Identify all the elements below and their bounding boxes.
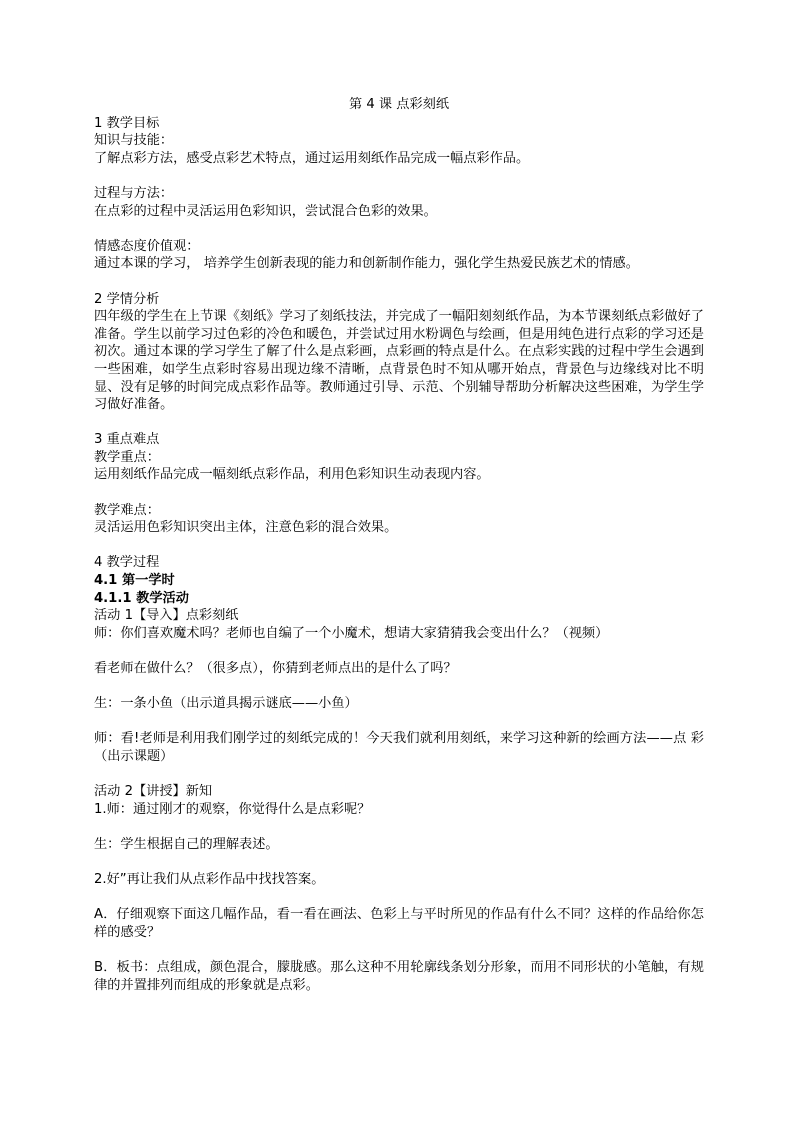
subheading-lesson: 4.1 第一学时 <box>94 573 175 589</box>
section-heading-keypoints: 3 重点难点 <box>94 432 160 448</box>
activity-1-text-1: 师：你们喜欢魔术吗？老师也自编了一个小魔术，想请大家猜猜我会变出什么？（视频） <box>94 625 609 641</box>
key-text: 运用刻纸作品完成一幅刻纸点彩作品，利用色彩知识生动表现内容。 <box>94 467 490 483</box>
key-label: 教学重点： <box>94 449 160 465</box>
process-text: 在点彩的过程中灵活运用色彩知识，尝试混合色彩的效果。 <box>94 203 437 219</box>
knowledge-text: 了解点彩方法，感受点彩艺术特点，通过运用刻纸作品完成一幅点彩作品。 <box>94 150 530 166</box>
activity-2-item-b: B．板书：点组成，颜色混合，朦胧感。那么这种不用轮廓线条划分形象，而用不同形状的小笔触，有规律的并置排列而组成的形象就是点彩。 <box>94 960 704 993</box>
spacer <box>94 678 704 696</box>
spacer <box>94 273 704 291</box>
spacer <box>94 414 704 432</box>
spacer <box>94 942 704 960</box>
activity-1-heading: 活动 1【导入】点彩刻纸 <box>94 608 239 624</box>
spacer <box>94 713 704 731</box>
section-heading-analysis: 2 学情分析 <box>94 291 160 307</box>
analysis-paragraph: 四年级的学生在上节课《刻纸》学习了刻纸技法，并完成了一幅阳刻刻纸作品，为本节课刻纸点彩做好了准备。学生以前学习过色彩的冷色和暖色，并尝试过用水粉调色与绘画，但是用纯色进行点彩的学习还是初次。通过本课的学习学生了解了什么是点彩画，点彩画的特点是什么。在点彩实践的过程中学生会遇到一些困难，如学生点彩时容易出现边缘不清晰，点背景色时不知从哪开始点，背景色与边缘线对比不明显、没有足够的时间完成点彩作品等。教师通过引导、示范、个别辅导帮助分析解决这些困难，为学生学习做好准备。 <box>94 309 704 413</box>
spacer <box>94 537 704 555</box>
section-heading-process: 4 教学过程 <box>94 555 160 571</box>
document-page <box>94 96 704 994</box>
activity-2-question-2: 2.好”再让我们从点彩作品中找找答案。 <box>94 872 325 888</box>
activity-2-heading: 活动 2【讲授】新知 <box>94 784 213 800</box>
difficulty-text: 灵活运用色彩知识突出主体，注意色彩的混合效果。 <box>94 520 398 536</box>
spacer <box>94 766 704 784</box>
emotion-label: 情感态度价值观： <box>94 238 200 254</box>
difficulty-label: 教学难点： <box>94 502 160 518</box>
activity-2-question-1: 1.师：通过刚才的观察，你觉得什么是点彩呢？ <box>94 801 371 817</box>
subheading-activities: 4.1.1 教学活动 <box>94 590 189 606</box>
activity-1-text-4: 师：看!老师是利用我们刚学过的刻纸完成的！今天我们就利用刻纸，来学习这种新的绘画方法——点 彩（出示课题） <box>94 731 704 764</box>
activity-1-text-3: 生：一条小鱼（出示道具揭示谜底——小鱼） <box>94 696 358 712</box>
activity-2-answer-1: 生：学生根据自己的理解表述。 <box>94 836 279 852</box>
process-label: 过程与方法： <box>94 185 174 201</box>
spacer <box>94 818 704 836</box>
page-title: 第 4 课 点彩刻纸 <box>348 97 450 112</box>
spacer <box>94 167 704 185</box>
knowledge-label: 知识与技能： <box>94 133 174 149</box>
spacer <box>94 854 704 872</box>
section-heading-objectives: 1 教学目标 <box>94 115 160 131</box>
spacer <box>94 642 704 660</box>
spacer <box>94 220 704 238</box>
spacer <box>94 889 704 907</box>
activity-2-item-a: A．仔细观察下面这几幅作品，看一看在画法、色彩上与平时所见的作品有什么不同？这样的作品给你怎样的感受？ <box>94 907 704 940</box>
emotion-text: 通过本课的学习， 培养学生创新表现的能力和创新制作能力，强化学生热爱民族艺术的情感。 <box>94 256 639 272</box>
activity-1-text-2: 看老师在做什么？（很多点），你猜到老师点出的是什么了吗？ <box>94 661 457 676</box>
spacer <box>94 484 704 502</box>
